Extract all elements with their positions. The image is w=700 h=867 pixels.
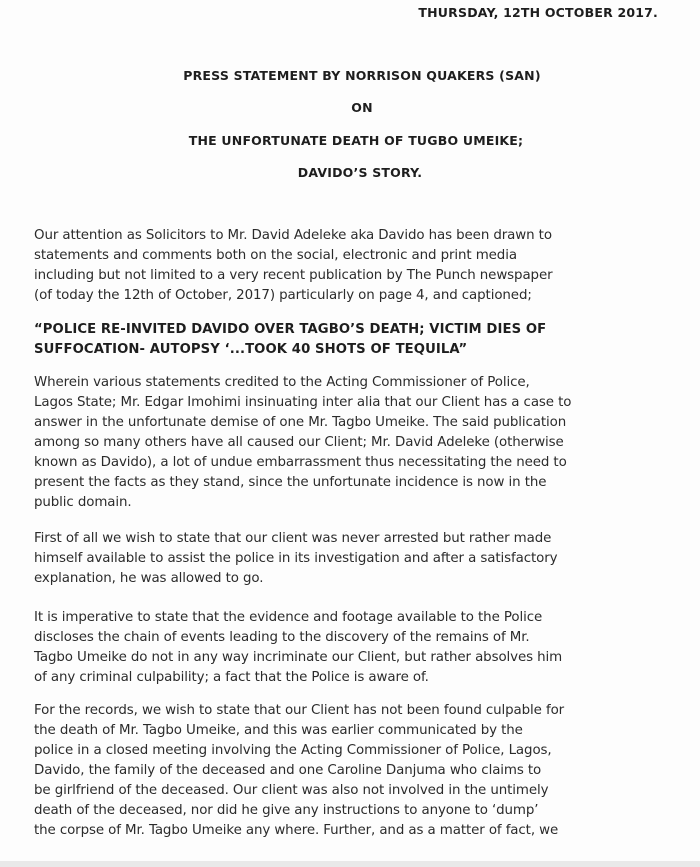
- text-line: Davido, the family of the deceased and one Caroline Danjuma who claims to: [34, 763, 542, 778]
- text-line: the corpse of Mr. Tagbo Umeike any where. Further, and as a matter of fact, we: [34, 823, 559, 838]
- text-line: First of all we wish to state that our client was never arrested but rather made: [34, 531, 552, 546]
- text-line: Tagbo Umeike do not in any way incriminate our Client, but rather absolves him: [34, 650, 563, 665]
- text-line: Our attention as Solicitors to Mr. David Adeleke aka Davido has been drawn to: [34, 228, 552, 243]
- heading-story: DAVIDO’S STORY.: [297, 165, 423, 180]
- text-line: It is imperative to state that the evidence and footage available to the Police: [34, 610, 543, 625]
- text-line: Lagos State; Mr. Edgar Imohimi insinuating inter alia that our Client has a case to: [34, 395, 572, 410]
- text-line: be girlfriend of the deceased. Our client was also not involved in the untimely: [34, 783, 549, 798]
- text-line: police in a closed meeting involving the Acting Commissioner of Police, Lagos,: [34, 743, 552, 758]
- page-bottom-edge: [0, 861, 700, 867]
- paragraph-first-of-all: [34, 529, 674, 589]
- text-line: For the records, we wish to state that our Client has not been found culpable for: [34, 703, 565, 718]
- text-line: statements and comments both on the social, electronic and print media: [34, 248, 517, 263]
- text-line: death of the deceased, nor did he give any instructions to anyone to ‘dump’: [34, 803, 539, 818]
- text-line: explanation, he was allowed to go.: [34, 571, 264, 586]
- text-line: discloses the chain of events leading to the discovery of the remains of Mr.: [34, 630, 530, 645]
- caption-line: “POLICE RE-INVITED DAVIDO OVER TAGBO’S DEATH; VICTIM DIES OF: [34, 322, 547, 337]
- paragraph-for-the-records: [34, 701, 674, 841]
- heading-subject: THE UNFORTUNATE DEATH OF TUGBO UMEIKE;: [188, 133, 524, 148]
- text-line: answer in the unfortunate demise of one Mr. Tagbo Umeike. The said publication: [34, 415, 567, 430]
- caption-line: SUFFOCATION- AUTOPSY ‘...TOOK 40 SHOTS OF TEQUILA”: [34, 342, 468, 357]
- text-line: present the facts as they stand, since the unfortunate incidence is now in the: [34, 475, 547, 490]
- text-line: including but not limited to a very recent publication by The Punch newspaper: [34, 268, 553, 283]
- text-line: himself available to assist the police in its investigation and after a satisfactory: [34, 551, 558, 566]
- text-line: among so many others have all caused our Client; Mr. David Adeleke (otherwise: [34, 435, 564, 450]
- text-line: Wherein various statements credited to the Acting Commissioner of Police,: [34, 375, 530, 390]
- paragraph-attention: [34, 226, 674, 306]
- text-line: the death of Mr. Tagbo Umeike, and this was earlier communicated by the: [34, 723, 523, 738]
- text-line: known as Davido), a lot of undue embarrassment thus necessitating the need to: [34, 455, 567, 470]
- text-line: of any criminal culpability; a fact that the Police is aware of.: [34, 670, 429, 685]
- paragraph-imperative: [34, 608, 674, 688]
- text-line: public domain.: [34, 495, 132, 510]
- heading-on: ON: [351, 100, 373, 115]
- newspaper-caption: [34, 320, 674, 360]
- document-date: THURSDAY, 12TH OCTOBER 2017.: [418, 5, 658, 20]
- paragraph-wherein: [34, 373, 674, 513]
- text-line: (of today the 12th of October, 2017) particularly on page 4, and captioned;: [34, 288, 532, 303]
- heading-press-statement: PRESS STATEMENT BY NORRISON QUAKERS (SAN): [183, 68, 541, 83]
